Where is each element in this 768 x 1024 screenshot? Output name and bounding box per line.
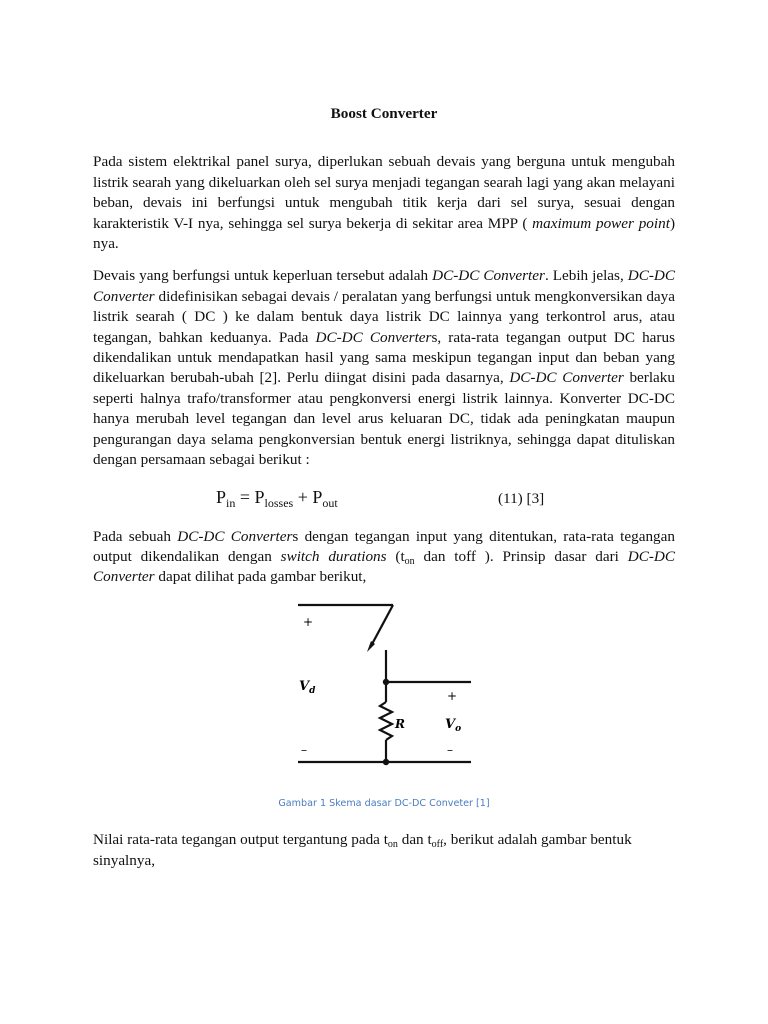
paragraph-3: Pada sebuah DC-DC Converters dengan tegangan input yang ditentukan, rata-rata tegangan output dikendalikan dengan switch durations ($t_{on}$ dan toff ). Prinsip dasar dari DC-DC Converter dapat dilihat pada gambar berikut, (93, 527, 675, 586)
plus-top-label: + (303, 614, 314, 629)
document-body (93, 104, 675, 883)
circuit-figure (93, 600, 675, 780)
vo-label: $V_o$ (445, 716, 462, 734)
resistor-icon (380, 702, 392, 740)
figure-caption: Gambar 1 Skema dasar DC-DC Conveter [1] (278, 797, 490, 809)
switch-blade (371, 605, 393, 646)
paragraph-1: Pada sistem elektrikal panel surya, diperlukan sebuah devais yang berguna untuk mengubah listrik searah yang dikeluarkan oleh sel surya menjadi tegangan searah lagi yang akan melayani beban, devais ini berfungsi untuk mengubah titik kerja dari sel surya, sesuai dengan karakteristik V-I nya, sehingga sel surya bekerja di sekitar area MPP ( maximum power point) nya. (93, 153, 675, 253)
document-title: Boost Converter (330, 105, 438, 122)
paragraph-2: Devais yang berfungsi untuk keperluan tersebut adalah DC-DC Converter. Lebih jelas, DC-DC Converter didefinisikan sebagai devais / peralatan yang berfungsi untuk mengkonversikan daya listrik searah ( DC ) ke dalam bentuk daya listrik DC lainnya yang terkontrol arus, atau tegangan, bahkan keduanya. Pada DC-DC Converters, rata-rata tegangan output DC harus dikendalikan untuk mendapatkan hasil yang sama meskipun tegangan input dan beban yang dikeluarkan berubah-ubah [2]. Perlu diingat disini pada dasarnya, DC-DC Converter berlaku seperti halnya trafo/transformer atau pengkonversi energi listrik lainnya. Konverter DC-DC hanya merubah level tegangan dan level arus keluaran DC, tidak ada peningkatan maupun pengurangan daya selama pengkonversian bentuk energi listriknya, sehingga dapat dituliskan dengan persamaan sebagai berikut : (93, 267, 675, 469)
equation-formula: $P_{in} = P_{losses} + P_{out}$ (216, 486, 338, 510)
resistor-label: R (395, 716, 405, 731)
minus-left-label: – (301, 742, 307, 757)
minus-right-label: – (447, 742, 453, 757)
plus-output-label: + (447, 688, 458, 703)
vd-label: $V_d$ (299, 678, 316, 696)
paragraph-4: Nilai rata-rata tegangan output tergantung pada $t_{on}$ dan $t_{off}$, berikut adalah gambar bentuk sinyalnya, (93, 831, 632, 869)
equation-reference: (11) [3] (498, 489, 545, 507)
dc-dc-circuit-diagram (283, 600, 483, 780)
power-equation (93, 483, 675, 513)
